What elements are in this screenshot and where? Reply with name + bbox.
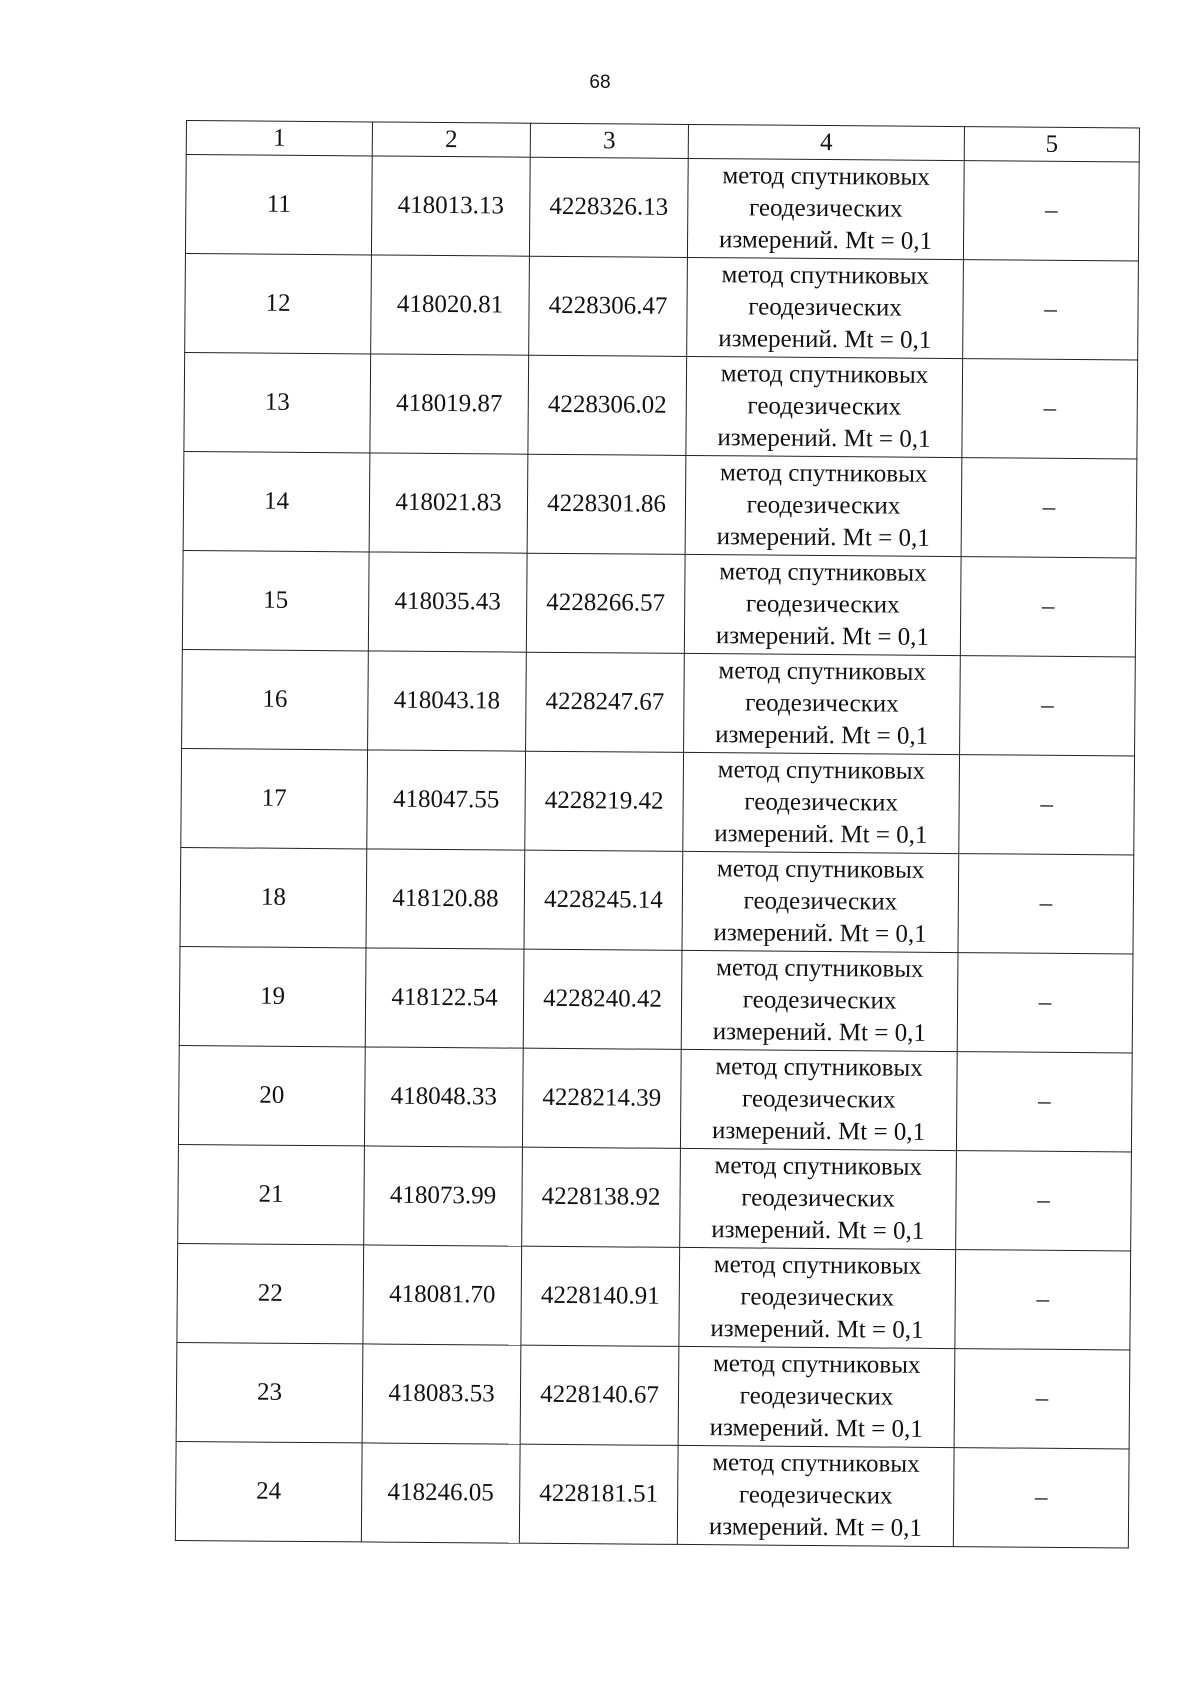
method-line: метод спутниковых [713, 1251, 922, 1280]
method-line: измерений. Mt = 0,1 [708, 1513, 923, 1542]
method-line: измерений. Mt = 0,1 [718, 226, 933, 255]
method-line: измерений. Mt = 0,1 [710, 1315, 924, 1344]
coordinate-y-cell: 4228214.39 [522, 1048, 681, 1148]
method-line: геодезических [747, 392, 902, 421]
description-cell: – [963, 161, 1139, 261]
method-line: измерений. Mt = 0,1 [713, 919, 927, 948]
method-line: метод спутниковых [719, 558, 927, 587]
point-number-cell: 13 [184, 352, 371, 452]
description-cell: – [959, 755, 1135, 855]
method-line: метод спутниковых [719, 459, 928, 488]
table-row [178, 1144, 1132, 1250]
description-cell: – [960, 557, 1136, 657]
point-number-cell: 24 [175, 1441, 362, 1541]
method-line: измерений. Mt = 0,1 [712, 1018, 926, 1047]
description-cell: – [961, 458, 1137, 558]
method-line: метод спутниковых [722, 162, 930, 191]
table-row [183, 451, 1137, 557]
method-line: метод спутниковых [715, 1053, 923, 1082]
method-cell [684, 653, 961, 754]
method-line: метод спутниковых [716, 855, 925, 884]
point-number-cell: 22 [177, 1243, 364, 1343]
method-line: измерений. Mt = 0,1 [709, 1414, 923, 1443]
method-line: измерений. Mt = 0,1 [711, 1216, 925, 1245]
header-cell: 5 [964, 127, 1139, 162]
method-line: геодезических [741, 1085, 896, 1114]
header-cell: 1 [186, 121, 372, 156]
point-number-cell: 20 [178, 1045, 365, 1145]
table-row [176, 1342, 1130, 1448]
table-row [182, 649, 1136, 755]
coordinate-x-cell: 418021.83 [369, 453, 528, 553]
method-line: геодезических [740, 1283, 895, 1312]
coordinate-x-cell: 418013.13 [371, 156, 530, 256]
coordinate-y-cell: 4228181.51 [519, 1444, 678, 1544]
point-number-cell: 21 [178, 1144, 365, 1244]
header-cell: 2 [372, 122, 530, 157]
coordinate-y-cell: 4228326.13 [529, 157, 688, 257]
method-line: метод спутниковых [714, 1152, 923, 1181]
method-line: геодезических [742, 986, 897, 1015]
point-number-cell: 11 [185, 155, 372, 255]
table-row [177, 1243, 1131, 1349]
table-row [179, 946, 1133, 1052]
method-line: геодезических [745, 590, 900, 619]
coordinate-y-cell: 4228219.42 [525, 751, 684, 851]
description-cell: – [954, 1349, 1130, 1449]
point-number-cell: 17 [181, 748, 368, 848]
table-row [185, 253, 1139, 359]
method-line: геодезических [738, 1481, 893, 1510]
method-cell [681, 950, 958, 1051]
table-row [175, 1441, 1129, 1547]
coordinate-y-cell: 4228245.14 [524, 850, 683, 950]
method-line: метод спутниковых [712, 1449, 920, 1478]
method-line: измерений. Mt = 0,1 [716, 523, 930, 552]
coordinate-x-cell: 418035.43 [368, 552, 527, 652]
method-cell [687, 158, 964, 259]
method-line: метод спутниковых [718, 657, 926, 686]
method-line: измерений. Mt = 0,1 [715, 721, 929, 750]
description-cell: – [956, 1052, 1132, 1152]
description-cell: – [962, 359, 1138, 459]
point-number-cell: 23 [176, 1342, 363, 1442]
coordinate-x-cell: 418073.99 [364, 1146, 523, 1246]
description-cell: – [953, 1448, 1129, 1548]
description-cell: – [957, 953, 1133, 1053]
coordinate-x-cell: 418122.54 [365, 948, 524, 1048]
point-number-cell: 16 [182, 649, 369, 749]
coordinate-y-cell: 4228138.92 [522, 1147, 681, 1247]
coordinate-y-cell: 4228140.91 [521, 1246, 680, 1346]
method-line: геодезических [746, 491, 901, 520]
coordinate-y-cell: 4228266.57 [526, 553, 685, 653]
method-line: геодезических [748, 293, 902, 322]
coordinate-x-cell: 418048.33 [364, 1047, 523, 1147]
coordinate-x-cell: 418246.05 [361, 1443, 520, 1543]
method-line: метод спутниковых [712, 1350, 921, 1379]
description-cell: – [963, 260, 1139, 360]
method-cell [679, 1247, 956, 1348]
method-line: метод спутниковых [720, 360, 929, 389]
table-row [185, 155, 1139, 261]
point-number-cell: 12 [185, 253, 372, 353]
coordinate-y-cell: 4228240.42 [523, 949, 682, 1049]
method-cell [680, 1049, 957, 1150]
method-cell [680, 1148, 957, 1249]
table-row [184, 352, 1138, 458]
method-line: геодезических [744, 788, 899, 817]
table-row [180, 847, 1134, 953]
method-cell [677, 1445, 954, 1546]
method-cell [678, 1346, 955, 1447]
method-cell [683, 752, 960, 853]
coordinate-y-cell: 4228140.67 [520, 1345, 679, 1445]
point-number-cell: 14 [183, 451, 370, 551]
method-line: геодезических [741, 1184, 895, 1213]
method-line: измерений. Mt = 0,1 [715, 622, 930, 651]
table-body [175, 155, 1139, 1548]
point-number-cell: 15 [182, 550, 369, 650]
table-row [181, 748, 1135, 854]
method-cell [684, 554, 961, 655]
method-line: геодезических [743, 887, 898, 916]
method-cell [686, 356, 963, 457]
description-cell: – [955, 1250, 1131, 1350]
coordinate-y-cell: 4228301.86 [527, 454, 686, 554]
coordinate-x-cell: 418019.87 [370, 354, 529, 454]
point-number-cell: 18 [180, 847, 367, 947]
coordinate-x-cell: 418047.55 [367, 750, 526, 850]
point-number-cell: 19 [179, 946, 366, 1046]
description-cell: – [960, 656, 1136, 756]
method-line: геодезических [748, 194, 903, 223]
header-cell: 4 [688, 124, 964, 160]
method-cell [685, 455, 962, 556]
method-line: измерений. Mt = 0,1 [717, 424, 931, 453]
coordinate-x-cell: 418083.53 [362, 1344, 521, 1444]
coordinate-y-cell: 4228306.47 [529, 256, 688, 356]
method-line: геодезических [745, 689, 899, 718]
coordinate-x-cell: 418081.70 [363, 1245, 522, 1345]
page-number: 68 [589, 72, 611, 93]
header-cell: 3 [530, 123, 688, 158]
method-line: измерений. Mt = 0,1 [711, 1117, 926, 1146]
method-cell [687, 257, 964, 358]
coordinate-x-cell: 418120.88 [366, 849, 525, 949]
coordinates-table [175, 120, 1140, 1548]
table-row [178, 1045, 1132, 1151]
method-cell [682, 851, 959, 952]
method-line: метод спутниковых [721, 261, 930, 290]
description-cell: – [958, 854, 1134, 954]
method-line: измерений. Mt = 0,1 [718, 325, 932, 354]
method-line: метод спутниковых [717, 756, 926, 785]
description-cell: – [956, 1151, 1132, 1251]
method-line: измерений. Mt = 0,1 [714, 820, 928, 849]
method-line: геодезических [739, 1382, 894, 1411]
coordinate-x-cell: 418020.81 [371, 255, 530, 355]
method-line: метод спутниковых [716, 954, 924, 983]
coordinate-x-cell: 418043.18 [368, 651, 527, 751]
coordinate-y-cell: 4228247.67 [526, 652, 685, 752]
table-row [182, 550, 1136, 656]
coordinate-y-cell: 4228306.02 [528, 355, 687, 455]
